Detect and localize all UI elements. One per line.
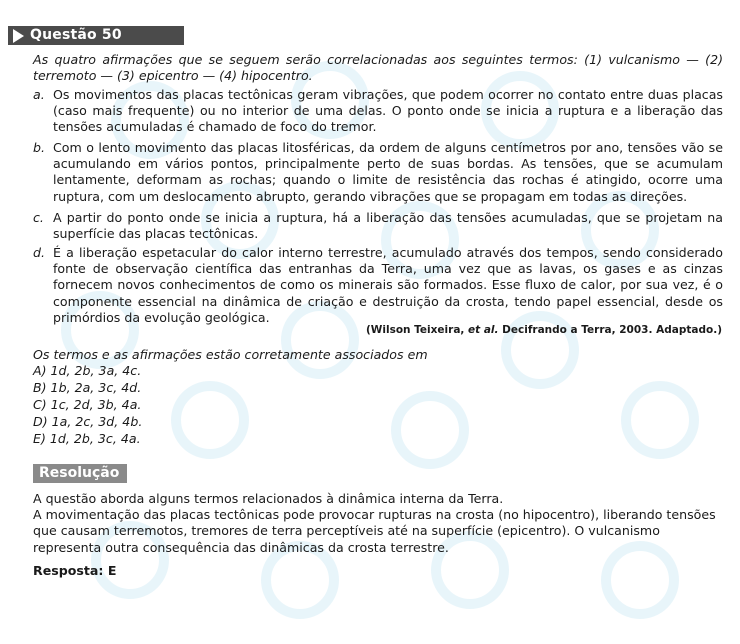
option-e: E) 1d, 2b, 3c, 4a. bbox=[33, 431, 141, 446]
option-a: A) 1d, 2b, 3a, 4c. bbox=[33, 363, 142, 378]
option-b: B) 1b, 2a, 3c, 4d. bbox=[33, 380, 142, 395]
statement-text: Os movimentos das placas tectônicas geram vibrações, que podem ocorrer no contato entre duas placas (caso mais frequente) ou no interior de uma delas. O ponto onde se inicia a ruptura e a liberação das tensões acumuladas é chamado de foco do tremor. bbox=[53, 87, 723, 135]
question-stem: Os termos e as afirmações estão corretamente associados em bbox=[33, 347, 428, 362]
statement-d bbox=[33, 245, 723, 326]
citation-open: (Wilson Teixeira, bbox=[365, 324, 469, 336]
statement-letter: d. bbox=[33, 245, 45, 260]
question-title: Questão 50 bbox=[30, 27, 122, 44]
statement-text: É a liberação espetacular do calor interno terrestre, acumulado através dos tempos, sendo considerado fonte de observação científica das entranhas da Terra, uma vez que as lavas, os gases e as cinzas fornecem novos conhecimentos de como os minerais são formados. Esse fluxo de calor, por sua vez, é o componente essencial na dinâmica de criação e destruição da crosta, tendo papel essencial, desde os primórdios da evolução geológica. bbox=[53, 245, 723, 325]
statement-c bbox=[33, 210, 723, 242]
answer-line: Resposta: E bbox=[33, 563, 117, 578]
question-header bbox=[8, 26, 184, 45]
resolution-text bbox=[33, 491, 723, 556]
option-c: C) 1c, 2d, 3b, 4a. bbox=[33, 397, 142, 412]
statement-text: A partir do ponto onde se inicia a ruptura, há a liberação das tensões acumuladas, que se projetam na superfície das placas tectônicas. bbox=[53, 210, 723, 242]
answer-options bbox=[33, 363, 142, 448]
resolution-header: Resolução bbox=[33, 464, 127, 483]
statement-a bbox=[33, 87, 723, 136]
question-intro: As quatro afirmações que se seguem serão correlacionadas aos seguintes termos: (1) vulcanismo — (2) terremoto — (3) epicentro — (4) hipocentro. bbox=[33, 52, 723, 84]
resolution-paragraph: A movimentação das placas tectônicas pode provocar rupturas na crosta (no hipocentro), liberando tensões que causam terremotos, tremores de terra perceptíveis até na superfície (epicentro). O vulcanismo representa outra consequência das dinâmicas da crosta terrestre. bbox=[33, 507, 716, 555]
citation-et-al: et al. bbox=[468, 324, 499, 336]
play-arrow-icon bbox=[13, 29, 24, 43]
statement-b bbox=[33, 140, 723, 205]
statement-letter: b. bbox=[33, 140, 45, 155]
statement-letter: a. bbox=[33, 87, 45, 102]
statement-letter: c. bbox=[33, 210, 44, 225]
option-d: D) 1a, 2c, 3d, 4b. bbox=[33, 414, 143, 429]
citation bbox=[366, 322, 722, 338]
statement-text: Com o lento movimento das placas litosféricas, da ordem de alguns centímetros por ano, tensões vão se acumulando em vários pontos, principalmente perto de suas bordas. As tensões, que se acumulam lentamente, deformam as rochas; quando o limite de resistência das rochas é atingido, ocorre uma ruptura, com um deslocamento abrupto, gerando vibrações que se propagam em todas as direções. bbox=[53, 140, 723, 204]
citation-rest: Decifrando a Terra, 2003. Adaptado.) bbox=[498, 324, 722, 336]
resolution-paragraph: A questão aborda alguns termos relacionados à dinâmica interna da Terra. bbox=[33, 491, 504, 506]
